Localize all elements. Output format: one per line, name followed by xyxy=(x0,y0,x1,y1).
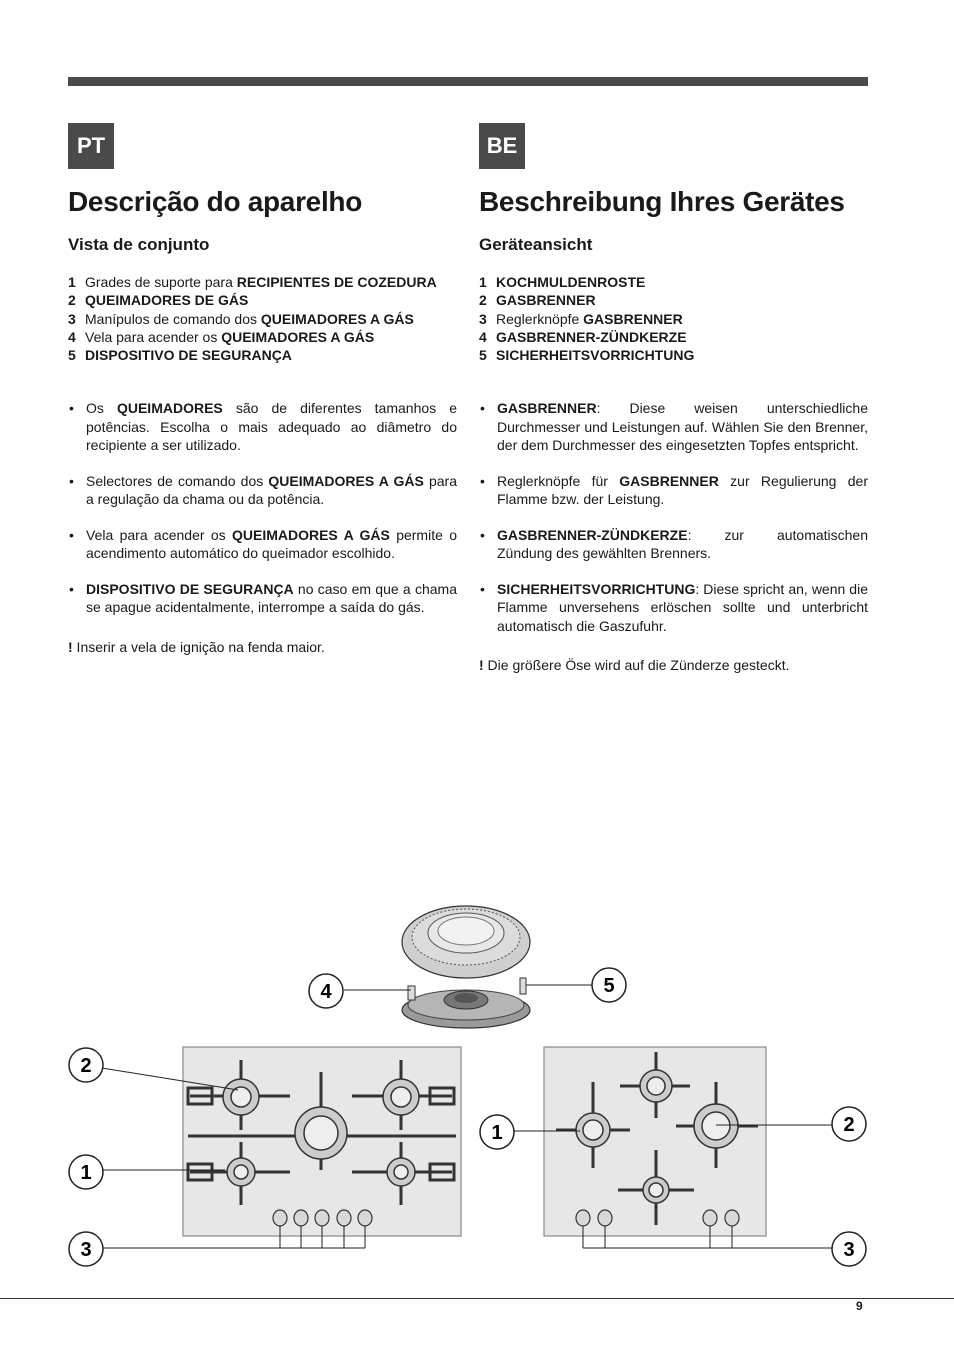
callout-2-left-label: 2 xyxy=(80,1055,92,1077)
section-subtitle-be: Geräteansicht xyxy=(479,235,593,254)
callout-1-left-label: 1 xyxy=(80,1162,92,1184)
bullet-item: • DISPOSITIVO DE SEGURANÇA no caso em que a chama se apague acidentalmente, interrompe a saída do gás. xyxy=(68,580,457,617)
bullet-item: • Vela para acender os QUEIMADORES A GÁS permite o acendimento automático do queimador escolhido. xyxy=(68,526,457,563)
callout-5-label: 5 xyxy=(603,975,615,997)
section-title-be: Beschreibung Ihres Gerätes xyxy=(479,186,845,217)
bullet-item: • Os QUEIMADORES são de diferentes tamanhos e potências. Escolha o mais adequado ao diâmetro do recipiente a ser utilizado. xyxy=(68,399,457,455)
list-item: 4 Vela para acender os QUEIMADORES A GÁS xyxy=(68,328,375,345)
list-item: 2 QUEIMADORES DE GÁS xyxy=(68,292,249,309)
bullet-item: • GASBRENNER: Diese weisen unterschiedliche Durchmesser und Leistungen auf. Wählen Sie den Brenner, der dem Durchmesser des eingesetzten Topfes entspricht. xyxy=(479,399,868,455)
list-item: 5 DISPOSITIVO DE SEGURANÇA xyxy=(68,347,292,364)
section-subtitle-pt: Vista de conjunto xyxy=(68,235,210,254)
list-item: 1 KOCHMULDENROSTE xyxy=(479,274,646,290)
callout-1-right-label: 1 xyxy=(491,1122,503,1144)
callout-3-left-label: 3 xyxy=(80,1239,92,1261)
bullet-item: • Selectores de comando dos QUEIMADORES A GÁS para a regulação da chama ou da potência. xyxy=(68,472,457,509)
hob-4-burner-image xyxy=(544,1047,766,1236)
bullet-item: • SICHERHEITSVORRICHTUNG: Diese spricht an, wenn die Flamme unversehens erlöschen sollte und unterbricht automatisch die Gaszufuhr. xyxy=(479,580,868,636)
note-pt: ! Inserir a vela de ignição na fenda maior. xyxy=(68,638,325,655)
bullet-item: • GASBRENNER-ZÜNDKERZE: zur automatischen Zündung des gewählten Brenners. xyxy=(479,526,868,563)
callout-4-label: 4 xyxy=(320,981,332,1003)
hob-5-burner-image xyxy=(183,1047,461,1236)
list-item: 3 Manípulos de comando dos QUEIMADORES A GÁS xyxy=(68,310,414,327)
language-badge-pt: PT xyxy=(68,123,114,169)
burner-detail-image xyxy=(402,906,530,1028)
list-item: 4 GASBRENNER-ZÜNDKERZE xyxy=(479,328,687,345)
footer-rule xyxy=(0,1298,954,1299)
list-item: 2 GASBRENNER xyxy=(479,292,596,309)
callout-2-right-label: 2 xyxy=(843,1114,855,1136)
page-number: 9 xyxy=(856,1299,863,1313)
section-title-pt: Descrição do aparelho xyxy=(68,186,363,217)
language-badge-be: BE xyxy=(479,123,525,169)
list-item: 5 SICHERHEITSVORRICHTUNG xyxy=(479,347,695,364)
callout-3-right-label: 3 xyxy=(843,1239,855,1261)
list-item: 3 Reglerknöpfe GASBRENNER xyxy=(479,310,683,327)
note-be: ! Die größere Öse wird auf die Zünderze gesteckt. xyxy=(479,657,790,674)
list-item: 1 Grades de suporte para RECIPIENTES DE COZEDURA xyxy=(68,274,437,290)
bullet-item: • Reglerknöpfe für GASBRENNER zur Regulierung der Flamme bzw. der Leistung. xyxy=(479,472,868,509)
